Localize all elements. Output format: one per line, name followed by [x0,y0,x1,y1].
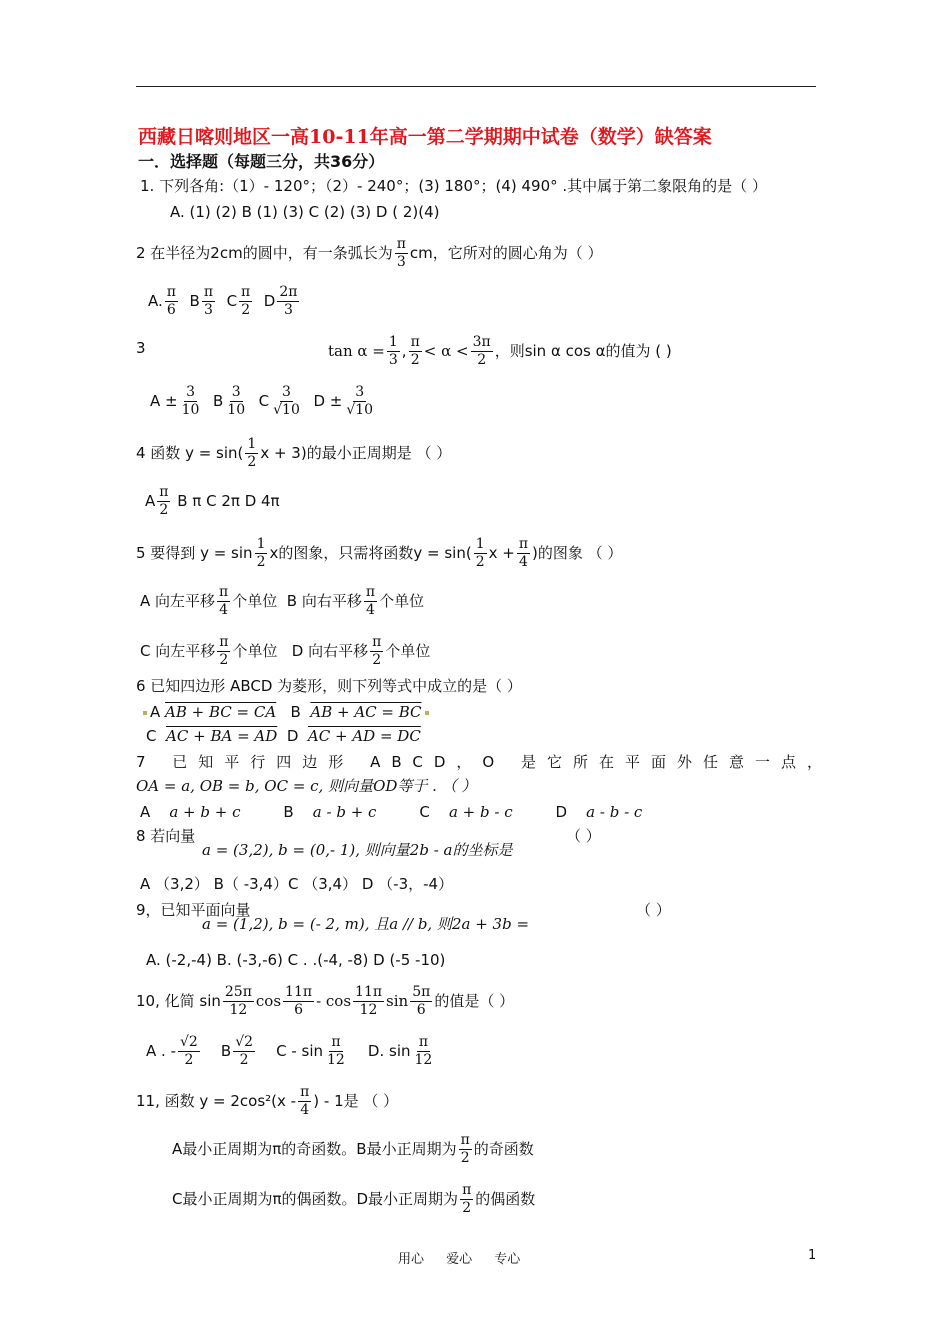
question-7-stem: 7 已知平行四边形 ABCD，O 是它所在平面外任意一点， [136,753,833,771]
question-10-options: A . - $\frac{√2}{2}$ B $\frac{√2}{2}$ C - sin $\frac{\pi}{12}$ D. sin $\frac{\pi}{12}$ [146,1034,433,1068]
question-9-options: A. (-2,-4) B. (-3,-6) C . .(-4, -8) D (-5 -10) [146,951,446,969]
page-title: 西藏日喀则地区一高10-11年高一第二学期期中试卷（数学）缺答案 [138,126,712,148]
question-3-options: A ± $\frac{3}{10}$ B $\frac{3}{10}$ C $\frac{3}{√10}$ D ± $\frac{3}{√10}$ [150,384,374,418]
question-9-pre: 9，已知平面向量 [136,901,251,919]
question-9-eq: a = (1,2), b = (- 2, m), 且a // b, 则2a + 3b = [202,915,530,933]
top-rule [136,86,816,87]
question-7-options: A a + b + c B a - b + c C a + b - c D a - b - c [140,803,643,821]
question-8-eq: a = (3,2), b = (0,- 1), 则向量2b - a的坐标是 [202,841,513,859]
question-6-options-cd: C AC + BA = AD D AC + AD = DC [146,727,421,745]
question-6-stem: 6 已知四边形 ABCD 为菱形，则下列等式中成立的是（ ） [136,677,522,695]
question-8-options: A （3,2） B（ -3,4）C （3,4） D （-3，-4） [140,875,454,893]
question-8-pre: 8 若向量 [136,827,196,845]
question-10-stem: 10, 化简 sin $\frac{25\pi}{12}$ cos $\frac{11\pi}{6}$ - cos $\frac{11\pi}{12}$ sin $\frac{5\pi}{6}$ 的值是（ ） [136,984,515,1018]
question-9-paren: （ ） [636,901,671,919]
question-5-stem: 5 要得到 y = sin $\frac{1}{2}$ x的图象，只需将函数y = sin( $\frac{1}{2}$ x + $\frac{\pi}{4}$ )的图象 （ ） [136,536,623,570]
question-1-options: A. (1) (2) B (1) (3) C (2) (3) D ( 2)(4) [170,203,440,221]
question-5-options-ab: A 向左平移 $\frac{\pi}{4}$ 个单位 B 向右平移 $\frac{\pi}{4}$ 个单位 [140,584,425,618]
question-7-line2: OA = a, OB = b, OC = c, 则向量OD等于 . （ ） [136,777,477,795]
page-number: 1 [808,1248,817,1263]
question-8-paren: （ ） [566,827,601,845]
question-11-options-ab: A最小正周期为π的奇函数。B最小正周期为 $\frac{\pi}{2}$ 的奇函数 [172,1132,534,1166]
question-5-options-cd: C 向左平移 $\frac{\pi}{2}$ 个单位 D 向右平移 $\frac{\pi}{2}$ 个单位 [140,634,431,668]
q2-post: cm，它所对的圆心角为（ ） [409,244,603,262]
question-1-stem: 1. 下列各角:（1）- 120°；（2）- 240°；(3) 180°；(4) 490° .其中属于第二象限角的是（ ） [140,177,767,195]
question-6-options-ab: A AB + BC = CA B AB + AC = BC [140,700,432,724]
q2-frac: $\frac{\pi}{3}$ [396,236,406,270]
marker-dot [425,711,429,715]
question-3-number: 3 [136,339,146,357]
page-footer: 用心 爱心 专心 [398,1252,521,1267]
question-2-options: A. $\frac{\pi}{6}$ B $\frac{\pi}{3}$ C $\frac{\pi}{2}$ D $\frac{2\pi}{3}$ [148,284,298,318]
question-4-stem: 4 函数 y = sin( $\frac{1}{2}$ x + 3)的最小正周期是 （ ） [136,436,452,470]
question-2-stem [136,236,603,271]
question-11-stem: 11, 函数 y = 2cos²(x - $\frac{\pi}{4}$ ) - 1是 （ ） [136,1084,399,1118]
question-3-stem: tan α = $\frac{1}{3}$ , $\frac{\pi}{2}$ < α < $\frac{3\pi}{2}$ ，则sin α cos α的值为 ( ) [328,334,672,368]
q2-pre: 2 在半径为2cm的圆中，有一条弧长为 [136,244,393,262]
marker-dot [143,711,147,715]
question-4-options: A $\frac{\pi}{2}$ B π C 2π D 4π [145,484,280,518]
question-11-options-cd: C最小正周期为π的偶函数。D最小正周期为 $\frac{\pi}{2}$ 的偶函数 [172,1182,536,1216]
section-heading: 一．选择题（每题三分，共36分） [138,152,385,171]
